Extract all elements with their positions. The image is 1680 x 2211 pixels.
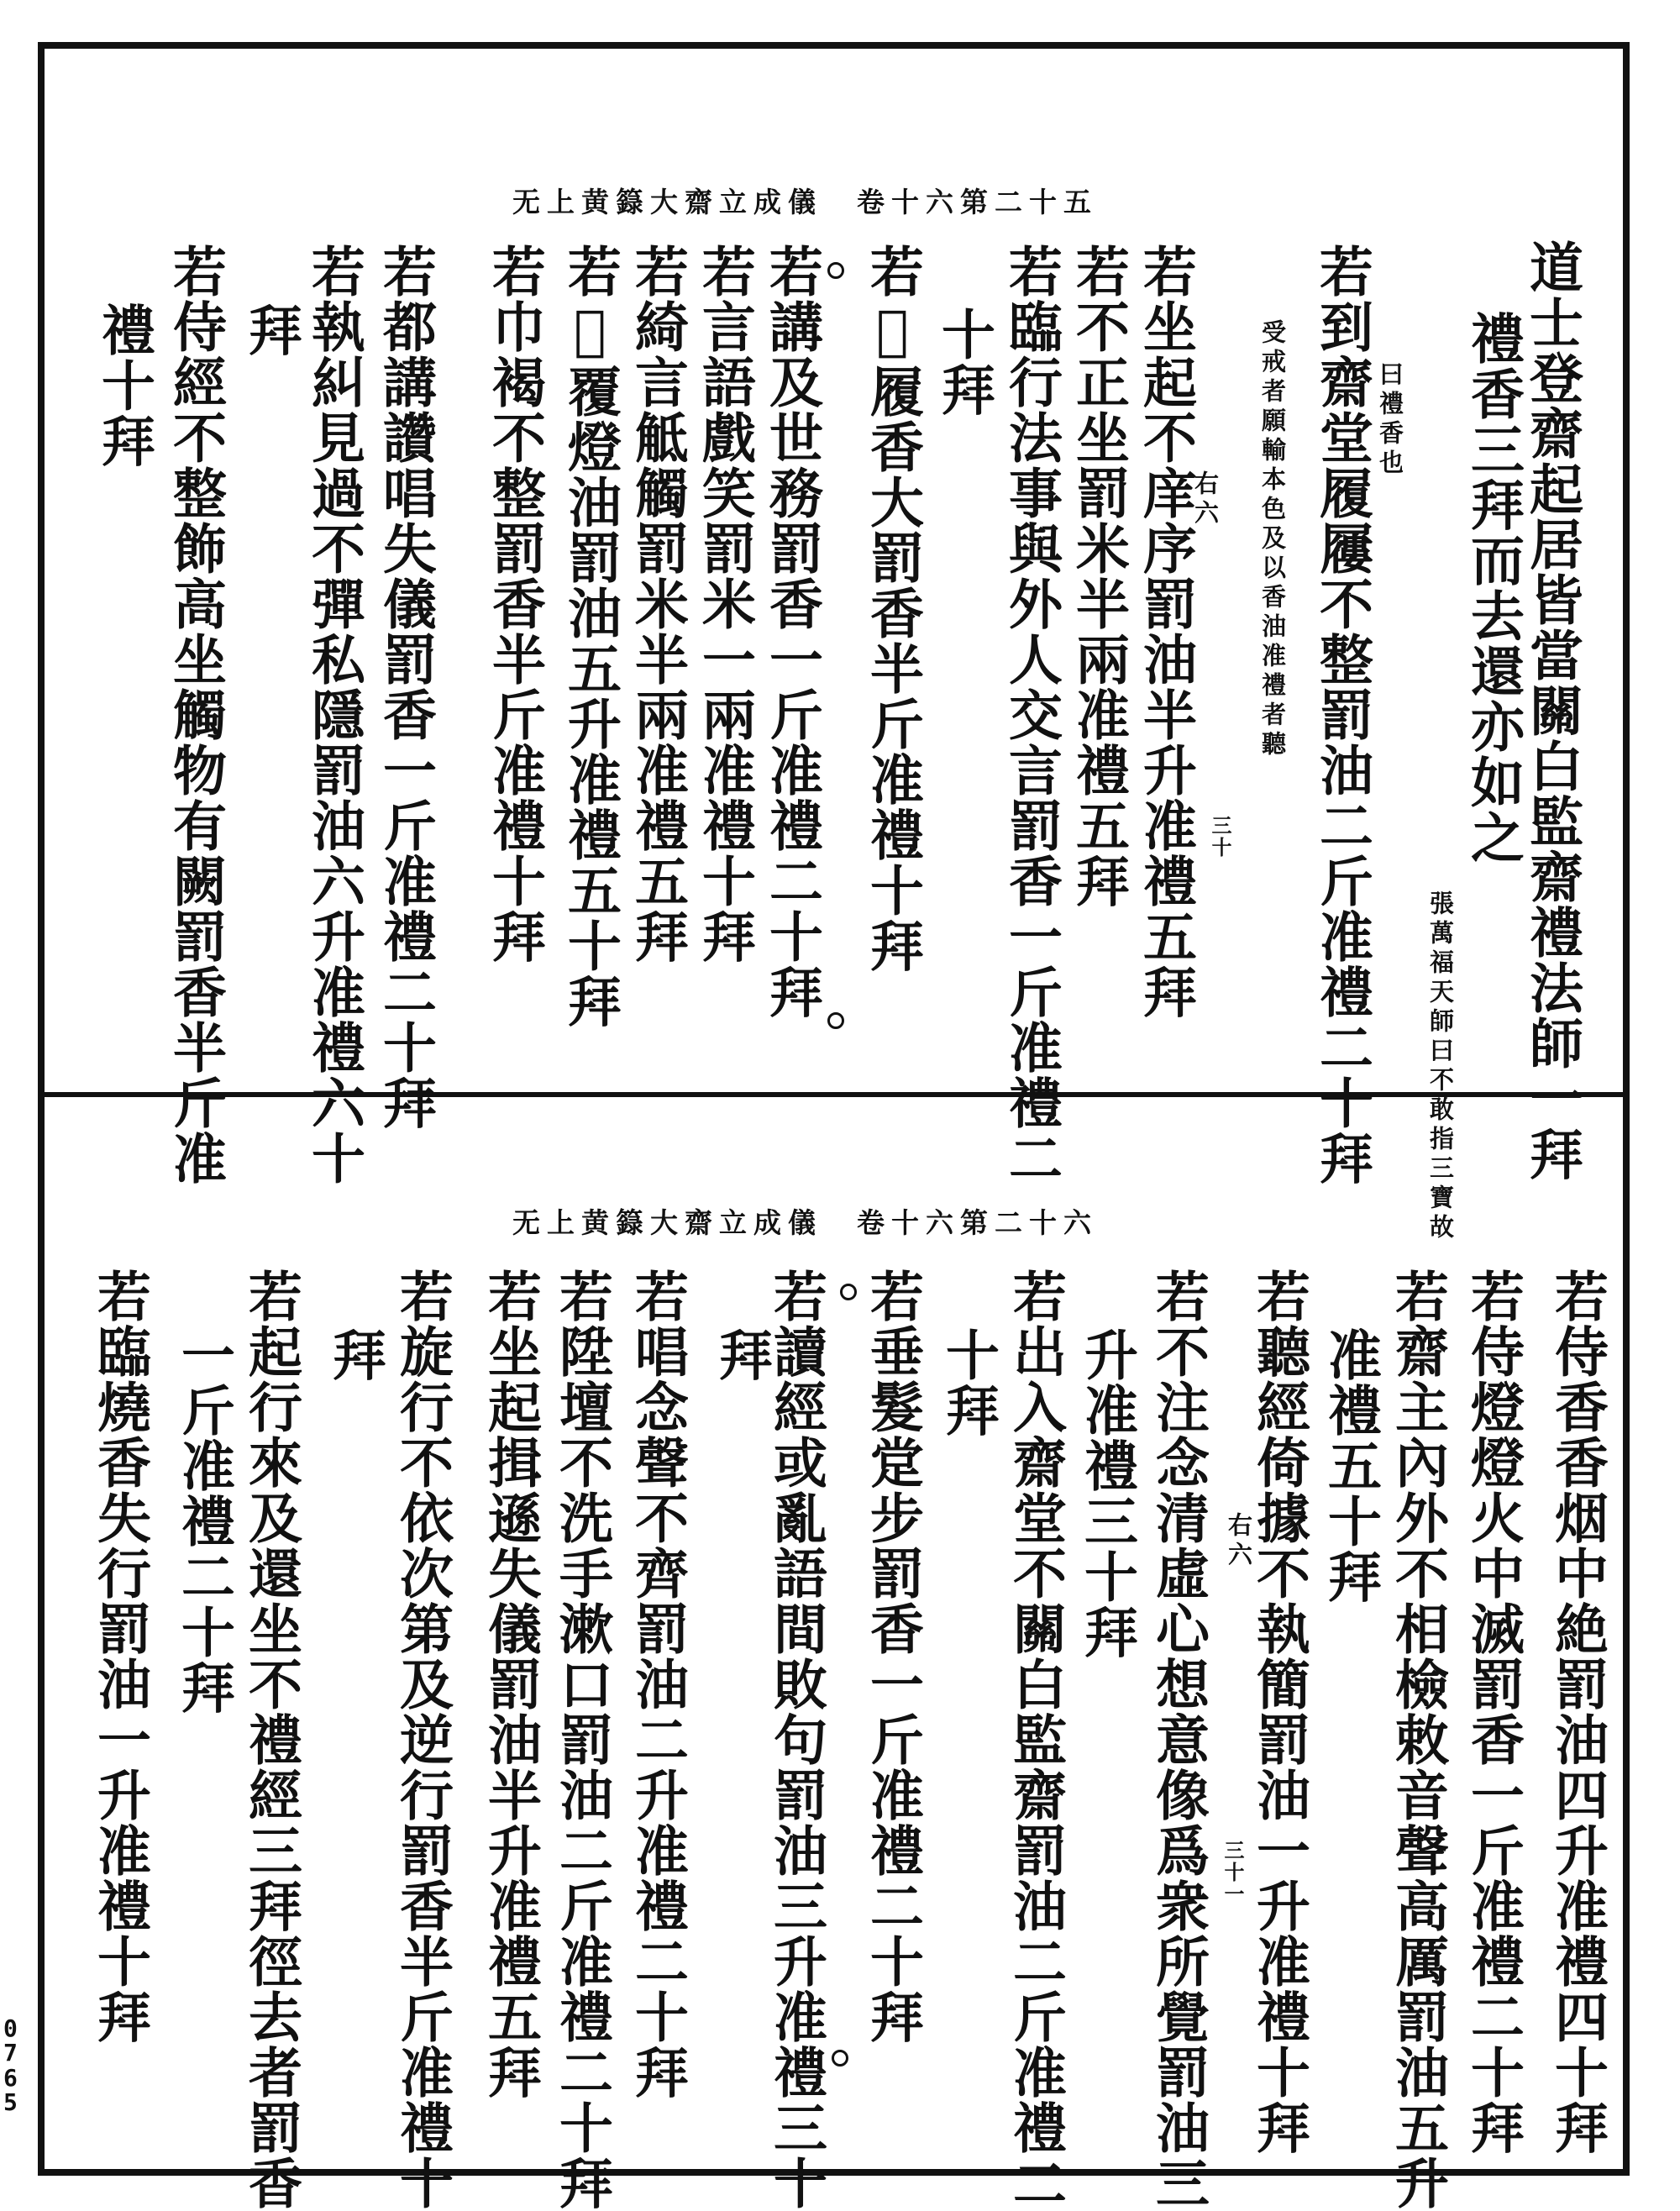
text-column: 若不正坐罰米半兩准禮五拜 [1067, 244, 1130, 909]
commentary-note: 右六 [1191, 470, 1220, 529]
text-column: 若坐起不庠序罰油半升准禮五拜 [1134, 244, 1197, 1020]
page-number: 0765 [3, 2014, 18, 2117]
commentary-note: 右六 [1225, 1512, 1253, 1571]
text-column: 若陞壇不洗手漱口罰油二斤准禮二十拜 [550, 1268, 613, 2211]
page-header-top: 无上黄籙大齋立成儀 卷十六第二十五 [512, 186, 1098, 218]
text-column: 十拜 [932, 307, 995, 418]
text-column: 若唱念聲不齊罰油二升准禮二十拜 [626, 1268, 689, 2100]
text-column: 准禮五十拜 [1319, 1327, 1382, 1604]
text-column: 若巾褐不整罰香半斤准禮十拜 [483, 244, 546, 964]
text-column: 若侍燈燈火中滅罰香一斤准禮二十拜 [1462, 1268, 1525, 2156]
text-column: 升准禮三十拜 [1075, 1327, 1138, 1660]
margin-mark: 三十一 [1221, 1840, 1245, 1905]
text-column: 拜 [323, 1327, 386, 1383]
text-column: 若侍經不整飾高坐觸物有闕罰香半斤准 [164, 244, 227, 1186]
text-column: 若言語戲笑罰米一兩准禮十拜 [693, 244, 756, 964]
text-column: 若坐起揖遜失儀罰油半升准禮五拜 [479, 1268, 542, 2100]
text-column: 禮十拜 [92, 302, 155, 469]
text-column: 若出入齋堂不關白監齋罰油二斤准禮二 [1004, 1268, 1067, 2211]
text-column: 若侍香香烟中絶罰油四升准禮四十拜 [1546, 1268, 1609, 2156]
text-column: 若綺言觝觸罰米半兩准禮五拜 [626, 244, 689, 964]
text-column: 若臨行法事與外人交言罰香一斤准禮二 [1000, 244, 1063, 1186]
circle-mark [832, 2050, 848, 2067]
text-column: 若都講讚唱失儀罰香一斤准禮二十拜 [374, 244, 437, 1131]
text-column: 拜 [710, 1327, 773, 1383]
text-column: 若講及世務罰香一斤准禮二十拜 [760, 244, 823, 1020]
text-column: 若齋主內外不相檢敕音聲高厲罰油五升 [1386, 1268, 1449, 2211]
commentary-note: 曰禮香也 [1376, 361, 1404, 479]
text-column: 若𩬊覆燈油罰油五升准禮五十拜 [559, 244, 622, 1029]
text-column: 若臨燒香失行罰油一升准禮十拜 [88, 1268, 151, 2045]
page-header-bottom: 无上黄籙大齋立成儀 卷十六第二十六 [512, 1206, 1098, 1239]
text-column: 若聽經倚據不執簡罰油一升准禮十拜 [1247, 1268, 1310, 2156]
text-column: 若讀經或亂語間敗句罰油三升准禮三十 [764, 1268, 827, 2211]
text-column: 禮香三拜而去還亦如之 [1462, 311, 1525, 865]
text-column: 若執糾見過不彈私隱罰油六升准禮六十 [302, 244, 365, 1186]
circle-mark [840, 1284, 857, 1300]
text-column: 若到齋堂履屨不整罰油二斤准禮二十拜 [1310, 244, 1373, 1186]
text-column: 若旋行不依次第及逆行罰香半斤准禮十 [391, 1268, 454, 2211]
circle-mark [827, 1012, 844, 1029]
margin-mark: 三十 [1208, 815, 1232, 859]
text-column: 十拜 [937, 1327, 1000, 1438]
text-column: 道士登齋起居皆當關白監齋禮法師一拜 [1520, 239, 1583, 1182]
text-column: 一斤准禮二十拜 [172, 1327, 235, 1715]
commentary-note: 張萬福天師曰不敢指三寶故 [1426, 890, 1455, 1243]
text-column: 若垂髮䟫步罰香一斤准禮二十拜 [861, 1268, 924, 2045]
text-column: 若𩬊履香大罰香半斤准禮十拜 [861, 244, 924, 974]
text-column: 若起行來及還坐不禮經三拜徑去者罰香 [239, 1268, 302, 2211]
text-column: 拜 [239, 302, 302, 358]
text-column: 若不注念清虛心想意像爲衆所覺罰油三 [1147, 1268, 1210, 2211]
commentary-note: 受戒者願輸本色及以香油准禮者聽 [1258, 319, 1287, 760]
circle-mark [827, 262, 844, 279]
page-divider [38, 1092, 1630, 1097]
